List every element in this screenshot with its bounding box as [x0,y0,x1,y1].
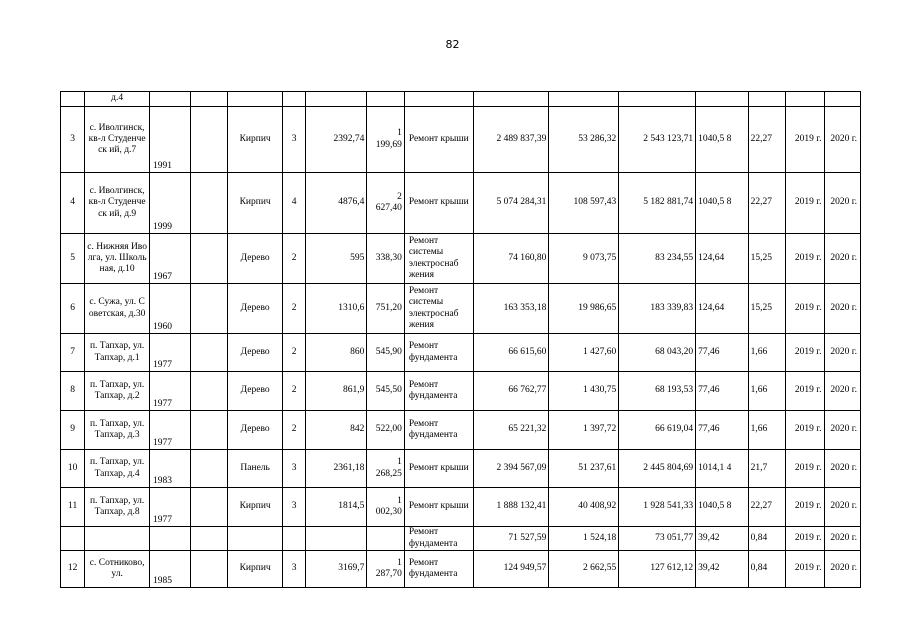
cell-material: Дерево [227,411,283,450]
cell-work-type: Ремонт фундамента [404,551,473,588]
table-row [61,284,861,334]
page-number: 82 [445,38,460,51]
cell-floors: 2 [283,234,305,284]
cell-year: 1983 [149,450,190,488]
cell-max-unit-cost: 15,25 [748,284,785,334]
cell-unit-cost: 39,42 [696,527,749,551]
cell-floors: 3 [283,450,305,488]
cell-cost-total: 183 339,83 [619,284,696,334]
cell-address [85,527,150,551]
cell-year-start: 2019 г. [786,527,825,551]
cell-empty [191,173,227,234]
cell-year-start: 2019 г. [786,234,825,284]
cell-work-type: Ремонт крыши [404,488,473,527]
cell-floors: 2 [283,411,305,450]
cell-unit-cost: 124,64 [696,284,749,334]
cell-year-end: 2020 г. [825,527,861,551]
cell-cost-design: 2 662,55 [549,551,619,588]
cell-year: 1991 [149,107,190,173]
cell-empty [305,92,367,107]
cell-cost-design: 40 408,92 [549,488,619,527]
table-row [61,551,861,588]
cell-empty [61,92,85,107]
cell-cost-works: 124 949,57 [473,551,549,588]
cell-area: 842 [305,411,367,450]
cell-unit-cost: 77,46 [696,372,749,411]
cell-number: 11 [61,488,85,527]
cell-unit-cost: 1040,5 8 [696,173,749,234]
cell-empty [191,488,227,527]
cell-unit-cost: 77,46 [696,411,749,450]
table-row [61,173,861,234]
cell-work-type: Ремонт фундамента [404,372,473,411]
cell-cost-works: 163 353,18 [473,284,549,334]
cell-number: 6 [61,284,85,334]
cell-year-end: 2020 г. [825,107,861,173]
cell-cost-total: 68 043,20 [619,334,696,372]
cell-cost-design: 9 073,75 [549,234,619,284]
table-row [61,411,861,450]
cell-max-unit-cost: 15,25 [748,234,785,284]
cell-year-start: 2019 г. [786,411,825,450]
cell-cost-design: 1 427,60 [549,334,619,372]
cell-empty [404,92,473,107]
cell-year: 1999 [149,173,190,234]
cell-material: Дерево [227,284,283,334]
cell-max-unit-cost: 1,66 [748,372,785,411]
cell-empty [825,92,861,107]
cell-address: п. Тапхар, ул. Тапхар, д.8 [85,488,150,527]
cell-area-living: 522,00 [367,411,404,450]
cell-area: 1814,5 [305,488,367,527]
cell-year: 1985 [149,551,190,588]
cell-unit-cost: 124,64 [696,234,749,284]
table-body [61,92,861,588]
cell-cost-works: 1 888 132,41 [473,488,549,527]
cell-work-type: Ремонт системы электроснаб жения [404,284,473,334]
cell-max-unit-cost: 1,66 [748,411,785,450]
cell-cost-total: 2 543 123,71 [619,107,696,173]
cell-year-start: 2019 г. [786,551,825,588]
cell-year-start: 2019 г. [786,334,825,372]
cell-unit-cost: 39,42 [696,551,749,588]
table-row [61,527,861,551]
cell-work-type: Ремонт системы электроснаб жения [404,234,473,284]
cell-material: Кирпич [227,107,283,173]
cell-cost-total: 2 445 804,69 [619,450,696,488]
cell-max-unit-cost: 21,7 [748,450,785,488]
cell-cost-design: 1 397,72 [549,411,619,450]
cell-year: 1977 [149,411,190,450]
cell-empty [748,92,785,107]
repair-schedule-table [60,91,861,588]
cell-area-living: 751,20 [367,284,404,334]
cell-address: д.4 [85,92,150,107]
cell-max-unit-cost: 22,27 [748,107,785,173]
cell-cost-works: 66 615,60 [473,334,549,372]
cell-area-living: 338,30 [367,234,404,284]
cell-unit-cost: 77,46 [696,334,749,372]
cell-area-living: 1 199,69 [367,107,404,173]
cell-area-living: 1 287,70 [367,551,404,588]
cell-cost-works: 65 221,32 [473,411,549,450]
cell-area: 595 [305,234,367,284]
cell-area-living: 1 002,30 [367,488,404,527]
cell-address: с. Иволгинск, кв-л Студенческ ий, д.7 [85,107,150,173]
cell-floors: 3 [283,488,305,527]
cell-address: п. Тапхар, ул. Тапхар, д.4 [85,450,150,488]
cell-empty [191,92,227,107]
cell-max-unit-cost: 0,84 [748,551,785,588]
cell-empty [149,92,190,107]
cell-empty [191,372,227,411]
cell-work-type: Ремонт фундамента [404,411,473,450]
table-row [61,372,861,411]
cell-year-end: 2020 г. [825,284,861,334]
cell-floors [283,527,305,551]
cell-unit-cost: 1040,5 8 [696,488,749,527]
cell-cost-total: 73 051,77 [619,527,696,551]
cell-year: 1967 [149,234,190,284]
cell-empty [283,92,305,107]
cell-floors: 2 [283,284,305,334]
table-row [61,107,861,173]
cell-year-start: 2019 г. [786,284,825,334]
cell-floors: 3 [283,107,305,173]
cell-work-type: Ремонт фундамента [404,334,473,372]
cell-year-start: 2019 г. [786,173,825,234]
cell-empty [549,92,619,107]
cell-floors: 4 [283,173,305,234]
cell-material: Дерево [227,234,283,284]
cell-cost-total: 66 619,04 [619,411,696,450]
cell-year-start: 2019 г. [786,488,825,527]
cell-cost-works: 5 074 284,31 [473,173,549,234]
cell-area: 1310,6 [305,284,367,334]
cell-cost-design: 1 430,75 [549,372,619,411]
cell-material [227,527,283,551]
table-row [61,488,861,527]
cell-number [61,527,85,551]
cell-cost-total: 1 928 541,33 [619,488,696,527]
cell-max-unit-cost: 22,27 [748,488,785,527]
cell-area: 2361,18 [305,450,367,488]
cell-year: 1977 [149,488,190,527]
cell-max-unit-cost: 22,27 [748,173,785,234]
cell-number: 10 [61,450,85,488]
cell-material: Кирпич [227,551,283,588]
cell-empty [191,334,227,372]
cell-number: 12 [61,551,85,588]
cell-empty [227,92,283,107]
cell-number: 4 [61,173,85,234]
cell-floors: 2 [283,372,305,411]
cell-empty [619,92,696,107]
cell-area: 3169,7 [305,551,367,588]
cell-year: 1977 [149,372,190,411]
cell-address: с. Сотниково, ул. [85,551,150,588]
cell-empty [473,92,549,107]
cell-area: 860 [305,334,367,372]
cell-empty [367,92,404,107]
cell-empty [696,92,749,107]
cell-cost-works: 2 394 567,09 [473,450,549,488]
cell-empty [191,527,227,551]
cell-year [149,527,190,551]
cell-year-start: 2019 г. [786,372,825,411]
cell-number: 8 [61,372,85,411]
cell-material: Кирпич [227,488,283,527]
cell-year: 1960 [149,284,190,334]
cell-area-living: 2 627,40 [367,173,404,234]
cell-cost-total: 5 182 881,74 [619,173,696,234]
cell-cost-total: 83 234,55 [619,234,696,284]
table-row [61,234,861,284]
cell-year-end: 2020 г. [825,372,861,411]
cell-area-living: 545,50 [367,372,404,411]
cell-cost-works: 66 762,77 [473,372,549,411]
cell-unit-cost: 1040,5 8 [696,107,749,173]
cell-year-end: 2020 г. [825,334,861,372]
cell-year-end: 2020 г. [825,234,861,284]
cell-number: 7 [61,334,85,372]
cell-empty [786,92,825,107]
cell-max-unit-cost: 1,66 [748,334,785,372]
cell-work-type: Ремонт крыши [404,173,473,234]
table-row [61,334,861,372]
cell-year-end: 2020 г. [825,551,861,588]
cell-empty [191,284,227,334]
cell-year-end: 2020 г. [825,488,861,527]
cell-cost-works: 2 489 837,39 [473,107,549,173]
cell-area: 861,9 [305,372,367,411]
cell-address: п. Тапхар, ул. Тапхар, д.3 [85,411,150,450]
cell-year-start: 2019 г. [786,107,825,173]
cell-material: Дерево [227,372,283,411]
cell-material: Кирпич [227,173,283,234]
cell-address: с. Сужа, ул. Советская, д.30 [85,284,150,334]
cell-area [305,527,367,551]
cell-year: 1977 [149,334,190,372]
continuation-row [61,92,861,107]
cell-address: с. Нижняя Иволга, ул. Школьная, д.10 [85,234,150,284]
cell-material: Дерево [227,334,283,372]
cell-empty [191,234,227,284]
cell-cost-total: 127 612,12 [619,551,696,588]
cell-work-type: Ремонт фундамента [404,527,473,551]
cell-address: п. Тапхар, ул. Тапхар, д.2 [85,372,150,411]
table-row [61,450,861,488]
cell-empty [191,551,227,588]
cell-cost-works: 71 527,59 [473,527,549,551]
cell-empty [191,450,227,488]
cell-area: 4876,4 [305,173,367,234]
cell-number: 5 [61,234,85,284]
cell-cost-design: 51 237,61 [549,450,619,488]
cell-max-unit-cost: 0,84 [748,527,785,551]
cell-year-end: 2020 г. [825,411,861,450]
cell-area-living: 1 268,25 [367,450,404,488]
cell-address: с. Иволгинск, кв-л Студенческ ий, д.9 [85,173,150,234]
cell-address: п. Тапхар, ул. Тапхар, д.1 [85,334,150,372]
cell-floors: 2 [283,334,305,372]
cell-unit-cost: 1014,1 4 [696,450,749,488]
cell-area: 2392,74 [305,107,367,173]
cell-number: 9 [61,411,85,450]
cell-material: Панель [227,450,283,488]
cell-area-living: 545,90 [367,334,404,372]
cell-cost-total: 68 193,53 [619,372,696,411]
cell-cost-design: 1 524,18 [549,527,619,551]
cell-year-end: 2020 г. [825,173,861,234]
cell-floors: 3 [283,551,305,588]
cell-cost-design: 53 286,32 [549,107,619,173]
cell-year-start: 2019 г. [786,450,825,488]
cell-cost-works: 74 160,80 [473,234,549,284]
cell-number: 3 [61,107,85,173]
cell-empty [191,411,227,450]
cell-work-type: Ремонт крыши [404,107,473,173]
cell-area-living [367,527,404,551]
cell-empty [191,107,227,173]
cell-cost-design: 108 597,43 [549,173,619,234]
cell-work-type: Ремонт крыши [404,450,473,488]
cell-year-end: 2020 г. [825,450,861,488]
cell-cost-design: 19 986,65 [549,284,619,334]
